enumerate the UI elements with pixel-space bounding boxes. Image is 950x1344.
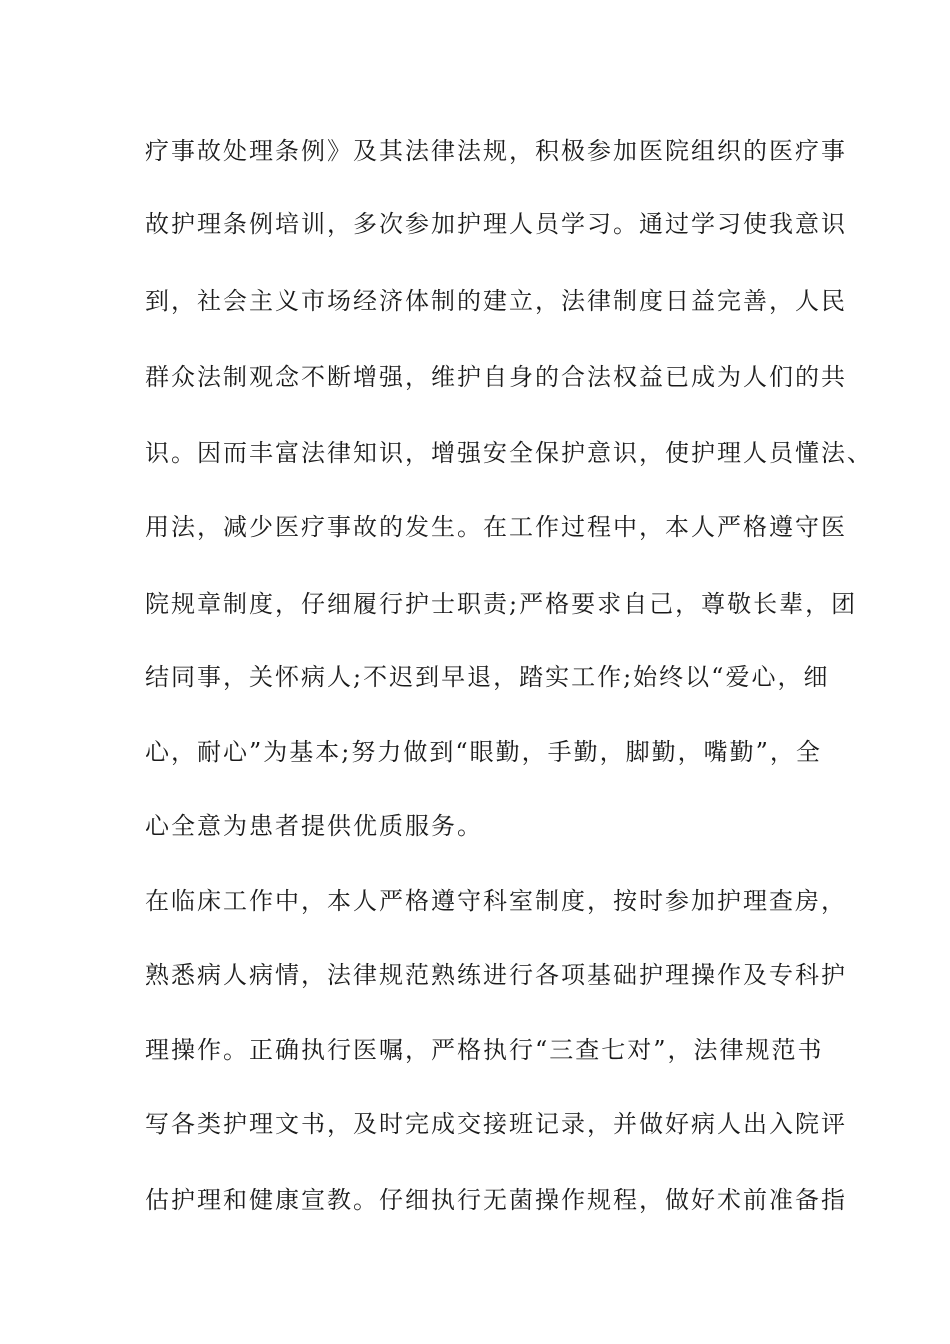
text-line: 院规章制度，仔细履行护士职责;严格要求自己，尊敬长辈，团 xyxy=(145,590,858,618)
text-line: 疗事故处理条例》及其法律法规，积极参加医院组织的医疗事 xyxy=(145,137,847,165)
text-line: 用法，减少医疗事故的发生。在工作过程中，本人严格遵守医 xyxy=(145,513,847,541)
text-line: 到，社会主义市场经济体制的建立，法律制度日益完善，人民 xyxy=(145,287,847,315)
text-line: 心全意为患者提供优质服务。 xyxy=(145,812,483,840)
text-line: 在临床工作中，本人严格遵守科室制度，按时参加护理查房， xyxy=(145,887,847,915)
text-line: 理操作。正确执行医嘱，严格执行“三查七对”，法律规范书 xyxy=(145,1036,824,1064)
text-line: 心，耐心”为基本;努力做到“眼勤，手勤，脚勤，嘴勤”，全 xyxy=(145,738,822,766)
text-line: 结同事，关怀病人;不迟到早退，踏实工作;始终以“爱心，细 xyxy=(145,663,830,691)
text-line: 故护理条例培训，多次参加护理人员学习。通过学习使我意识 xyxy=(145,210,847,238)
text-line: 写各类护理文书，及时完成交接班记录，并做好病人出入院评 xyxy=(145,1110,847,1138)
text-line: 熟悉病人病情，法律规范熟练进行各项基础护理操作及专科护 xyxy=(145,961,847,989)
text-line: 估护理和健康宣教。仔细执行无菌操作规程，做好术前准备指 xyxy=(145,1186,847,1214)
text-line: 群众法制观念不断增强，维护自身的合法权益已成为人们的共 xyxy=(145,363,847,391)
text-line: 识。因而丰富法律知识，增强安全保护意识，使护理人员懂法、 xyxy=(145,439,873,467)
